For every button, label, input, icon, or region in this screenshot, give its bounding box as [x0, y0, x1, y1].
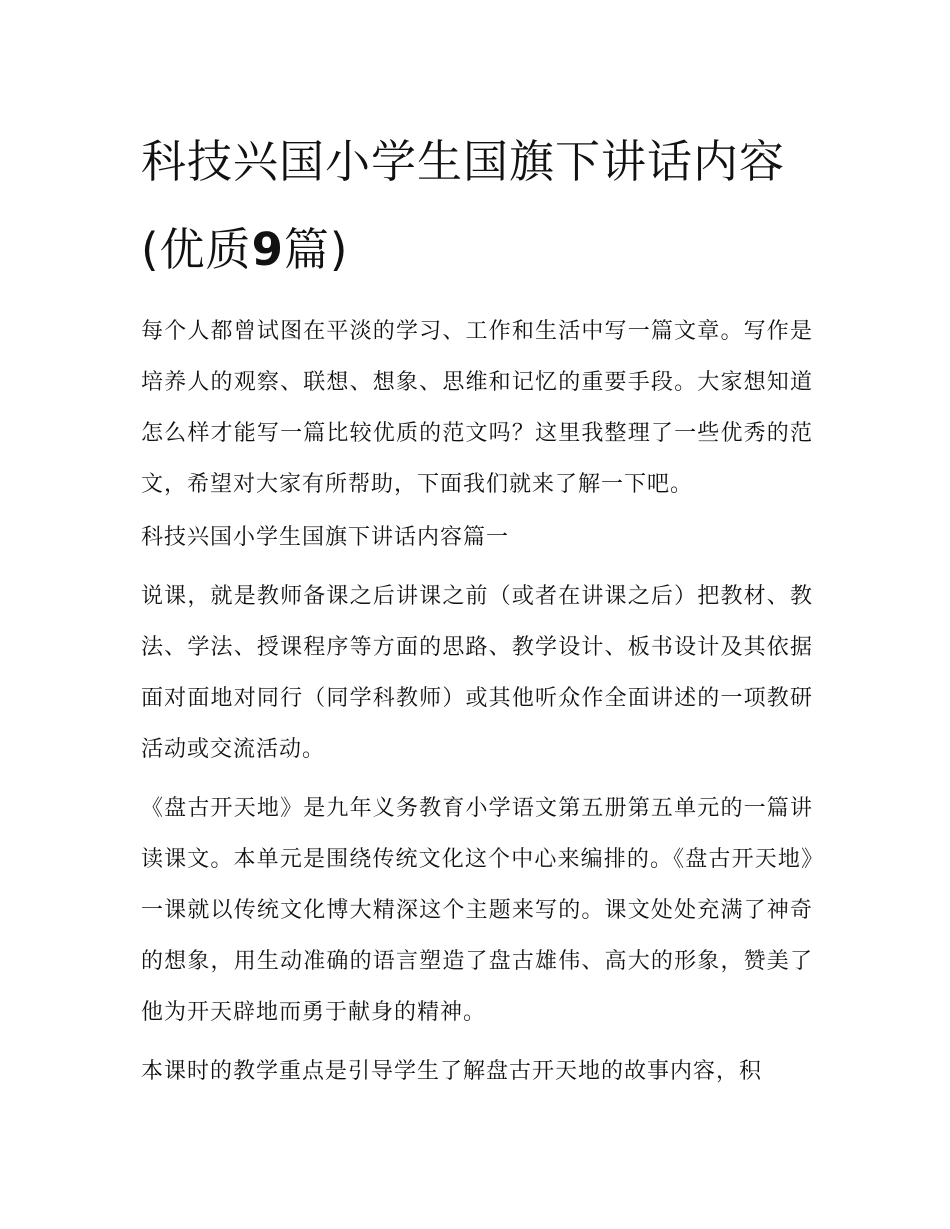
document-content: [141, 118, 813, 1097]
body-paragraph-3: 本课时的教学重点是引导学生了解盘古开天地的故事内容，积: [141, 1059, 763, 1084]
document-title: [141, 118, 813, 294]
intro-paragraph: 每个人都曾试图在平淡的学习、工作和生活中写一篇文章。写作是培养人的观察、联想、想象、思维和记忆的重要手段。大家想知道怎么样才能写一篇比较优质的范文吗？这里我整理了一些优秀的范文，希望对大家有所帮助，下面我们就来了解一下吧。: [141, 319, 813, 497]
title-text-part2: 篇): [283, 223, 349, 276]
title-number: 9: [251, 223, 284, 276]
body-paragraph-2: 《盘古开天地》是九年义务教育小学语文第五册第五单元的一篇讲读课文。本单元是围绕传统文化这个中心来编排的。《盘古开天地》一课就以传统文化博大精深这个主题来写的。课文处处充满了神奇的想象，用生动准确的语言塑造了盘古雄伟、高大的形象，赞美了他为开天辟地而勇于献身的精神。: [141, 796, 813, 1025]
title-text-part1: 科技兴国小学生国旗下讲话内容(优质: [141, 135, 786, 276]
section-heading: 科技兴国小学生国旗下讲话内容篇一: [141, 525, 510, 550]
body-paragraph-1: 说课，就是教师备课之后讲课之前（或者在讲课之后）把教材、教法、学法、授课程序等方面的思路、教学设计、板书设计及其依据面对面地对同行（同学科教师）或其他听众作全面讲述的一项教研活动或交流活动。: [141, 584, 813, 762]
